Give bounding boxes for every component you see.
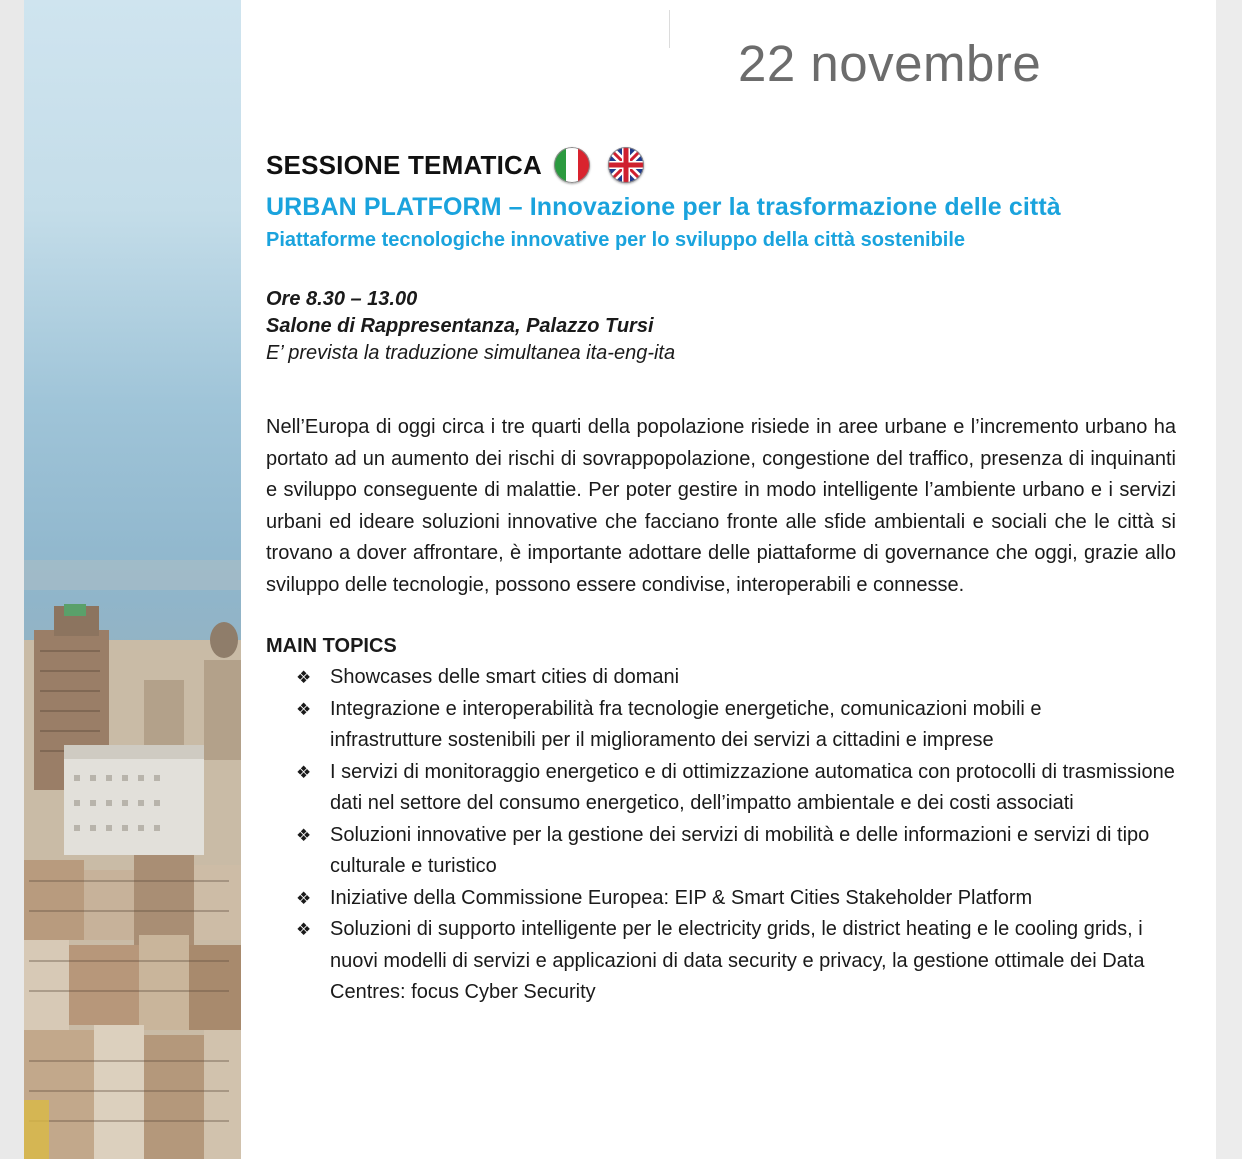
session-description: Nell’Europa di oggi circa i tre quarti della popolazione risiede in aree urbane e l’incremento urbano ha portato ad un aumento dei rischi di sovrappopolazione, congestione del traffico, presenza di inquinanti e sviluppo conseguente di malattie. Per poter gestire in modo intelligente l’ambiente urbano e i servizi urbani ed ideare soluzioni innovative che facciano fronte alle sfide ambientali e sociali che le città si trovano a dover affrontare, è importante adottare delle piattaforme di governance che oggi, grazie allo sviluppo delle tecnologie, possono essere condivise, interoperabili e connesse. <box>266 416 1176 596</box>
session-details <box>266 286 1176 367</box>
page-edge-right <box>1216 0 1242 1159</box>
topic-text: Integrazione e interoperabilità fra tecnologie energetiche, comunicazioni mobili e <box>330 697 1042 720</box>
city-panorama-image <box>24 0 241 1159</box>
session-subtitle: Piattaforme tecnologiche innovative per lo sviluppo della città sostenibile <box>266 229 966 251</box>
translation-note: E’ prevista la traduzione simultanea ita-eng-ita <box>266 342 676 364</box>
italy-flag-icon[interactable] <box>554 147 590 183</box>
session-time: Ore 8.30 – 13.00 <box>266 288 418 310</box>
topic-text: Soluzioni innovative per la gestione dei servizi di mobilità e delle informazioni e servizi di tipo culturale e turistico <box>330 823 1150 877</box>
topic-item <box>266 883 1176 915</box>
topic-item <box>266 820 1176 883</box>
event-date: 22 novembre <box>738 35 1042 92</box>
uk-flag-icon[interactable] <box>608 147 644 183</box>
diamond-bullet-icon: ❖ <box>296 699 312 719</box>
diamond-bullet-icon: ❖ <box>296 668 312 687</box>
session-content <box>266 146 1176 1009</box>
topic-text: I servizi di monitoraggio energetico e di ottimizzazione automatica con protocolli di trasmissione dati nel settore del consumo energetico, dell’impatto ambientale e dei costi associati <box>330 760 1175 814</box>
session-label: SESSIONE TEMATICA <box>266 149 542 180</box>
diamond-bullet-icon: ❖ <box>296 762 312 782</box>
topics-list <box>266 662 1176 1009</box>
topic-text: Iniziative della Commissione Europea: EIP & Smart Cities Stakeholder Platform <box>330 886 1033 909</box>
topic-item <box>266 757 1176 820</box>
topics-heading: MAIN TOPICS <box>266 635 397 657</box>
session-header <box>266 146 1176 184</box>
topic-item <box>266 914 1176 1009</box>
topic-item <box>266 694 1176 757</box>
diamond-bullet-icon: ❖ <box>296 888 312 908</box>
session-title: URBAN PLATFORM – Innovazione per la trasformazione delle città <box>266 193 1061 221</box>
topic-item <box>266 662 1176 694</box>
topic-text: infrastrutture sostenibili per il miglioramento dei servizi a cittadini e imprese <box>330 729 994 751</box>
topic-text: Showcases delle smart cities di domani <box>330 666 680 688</box>
page-edge-left <box>0 0 24 1159</box>
topic-text: Soluzioni di supporto intelligente per le electricity grids, le district heating e le cooling grids, i nuovi modelli di servizi e applicazioni di data security e privacy, la gestione ottimale dei Data Centres: focus Cyber Security <box>330 918 1145 1003</box>
diamond-bullet-icon: ❖ <box>296 920 312 939</box>
header-divider <box>669 10 670 48</box>
session-venue: Salone di Rappresentanza, Palazzo Tursi <box>266 315 654 337</box>
diamond-bullet-icon: ❖ <box>296 825 312 845</box>
